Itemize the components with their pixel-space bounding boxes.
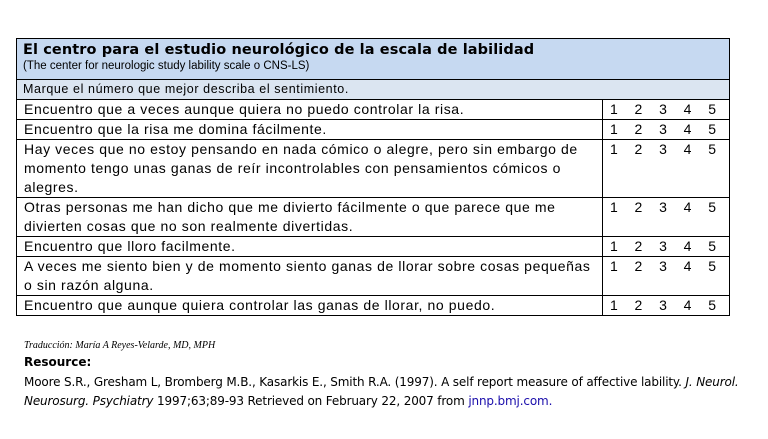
rating-option[interactable]: 5 [708,258,716,274]
rating-option[interactable]: 5 [708,238,716,254]
rating-options [603,120,730,140]
citation-authors: Moore S.R., Gresham L, Bromberg M.B., Kasarkis E., Smith R.A. (1997). A self report measure of affective lability. [24,375,686,389]
rating-option[interactable]: 3 [659,141,667,157]
question-text: A veces me siento bien y de momento siento ganas de llorar sobre cosas pequeñas o sin razón alguna. [17,257,603,296]
rating-option[interactable]: 5 [708,297,716,313]
question-row [17,140,730,198]
rating-option[interactable]: 1 [610,121,618,137]
rating-option[interactable]: 2 [634,238,643,254]
question-text: Otras personas me han dicho que me divierto fácilmente o que parece que me divierten cosas que no son realmente divertidas. [17,198,603,237]
rating-options [603,198,730,237]
rating-options [603,140,730,198]
rating-option[interactable]: 3 [659,199,667,215]
rating-option[interactable]: 2 [634,258,643,274]
rating-option[interactable]: 4 [683,199,692,215]
rating-option[interactable]: 3 [659,258,667,274]
resource-label: Resource: [24,355,92,369]
rating-option[interactable]: 2 [634,141,643,157]
rating-option[interactable]: 2 [634,121,643,137]
question-text: Encuentro que a veces aunque quiera no puedo controlar la risa. [17,100,603,120]
rating-option[interactable]: 5 [708,121,716,137]
citation [24,373,759,411]
translator-credit: Traducción: María A Reyes-Velarde, MD, MPH [24,340,216,351]
rating-option[interactable]: 4 [683,101,692,117]
question-row [17,237,730,257]
instruction-text: Marque el número que mejor describa el sentimiento. [17,80,730,100]
question-text: Encuentro que aunque quiera controlar las ganas de llorar, no puedo. [17,296,603,316]
rating-option[interactable]: 1 [610,238,618,254]
rating-options [603,237,730,257]
question-text: Encuentro que lloro facilmente. [17,237,603,257]
question-row [17,257,730,296]
rating-option[interactable]: 4 [683,297,692,313]
rating-option[interactable]: 5 [708,199,716,215]
rating-options [603,296,730,316]
citation-journal: J. Neurol. Neurosurg. Psychiatry [24,375,739,408]
rating-options [603,257,730,296]
table-subtitle: (The center for neurologic study lability scale o CNS-LS) [23,60,310,72]
rating-option[interactable]: 5 [708,101,716,117]
cns-ls-scale-table [16,38,730,316]
question-text: Hay veces que no estoy pensando en nada cómico o alegre, pero sin embargo de momento tengo unas ganas de reír incontrolables con pensamientos cómicos o alegres. [17,140,603,198]
rating-option[interactable]: 2 [634,101,643,117]
rating-option[interactable]: 2 [634,199,643,215]
rating-option[interactable]: 3 [659,101,667,117]
rating-option[interactable]: 4 [683,238,692,254]
rating-option[interactable]: 1 [610,258,618,274]
title-row [17,39,730,80]
citation-link[interactable]: jnnp.bmj.com. [468,394,553,408]
rating-option[interactable]: 4 [683,141,692,157]
citation-details: 1997;63;89-93 Retrieved on February 22, 2007 from [153,394,469,408]
question-row [17,296,730,316]
rating-option[interactable]: 4 [683,121,692,137]
rating-option[interactable]: 2 [634,297,643,313]
title-cell [17,39,730,80]
question-row [17,198,730,237]
question-text: Encuentro que la risa me domina fácilmente. [17,120,603,140]
rating-options [603,100,730,120]
rating-option[interactable]: 1 [610,199,618,215]
rating-option[interactable]: 4 [683,258,692,274]
instruction-row [17,80,730,100]
rating-option[interactable]: 3 [659,238,667,254]
rating-option[interactable]: 3 [659,121,667,137]
rating-option[interactable]: 1 [610,101,618,117]
rating-option[interactable]: 1 [610,141,618,157]
question-row [17,100,730,120]
question-row [17,120,730,140]
rating-option[interactable]: 3 [659,297,667,313]
table-title: El centro para el estudio neurológico de la escala de labilidad [23,42,535,58]
rating-option[interactable]: 1 [610,297,618,313]
rating-option[interactable]: 5 [708,141,716,157]
